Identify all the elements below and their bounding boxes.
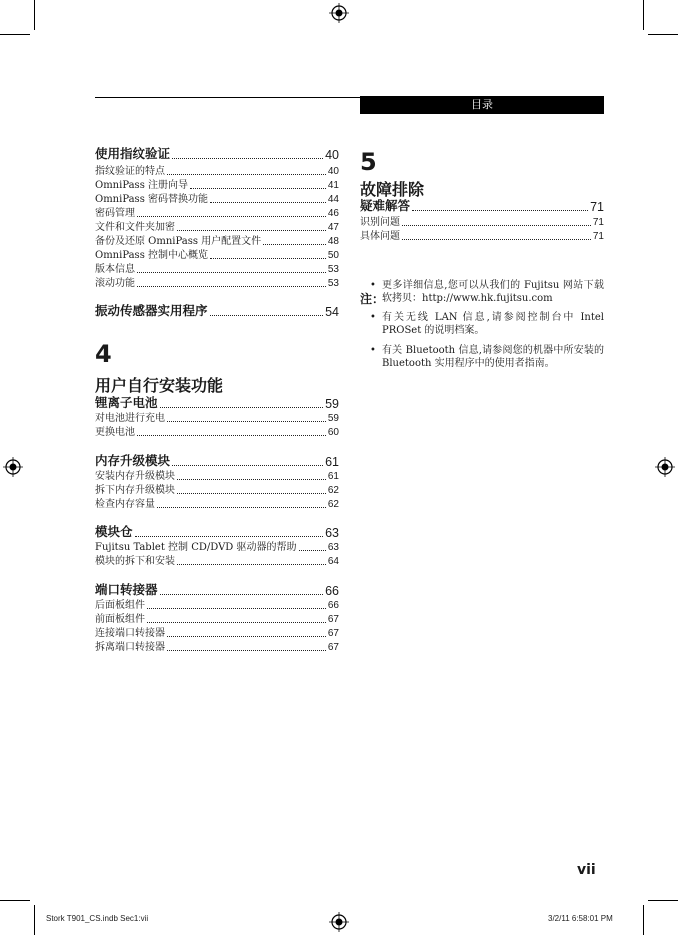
crop-mark <box>0 34 30 35</box>
leader-dots <box>135 535 324 537</box>
toc-label: 文件和文件夹加密 <box>95 222 175 233</box>
footer-timestamp: 3/2/11 6:58:01 PM <box>548 914 613 923</box>
leader-dots <box>147 621 326 623</box>
leader-dots <box>137 285 326 287</box>
toc-label: 内存升级模块 <box>95 453 171 468</box>
toc-label: 识别问题 <box>360 217 400 228</box>
leader-dots <box>137 271 326 273</box>
bullet-icon: • <box>370 312 376 323</box>
leader-dots <box>137 215 326 217</box>
toc-label: 备份及还原 OmniPass 用户配置文件 <box>95 236 262 247</box>
registration-mark-icon <box>655 457 675 477</box>
note-text: 有关 Bluetooth 信息,请参阅您的机器中所安装的 Bluetooth 实用程序中的使用者指南。 <box>382 345 604 369</box>
toc-item[interactable] <box>95 425 339 438</box>
note-item <box>370 344 604 370</box>
leader-dots <box>402 224 591 226</box>
toc-page: 61 <box>325 455 339 469</box>
toc-label: OmniPass 控制中心概览 <box>95 250 209 261</box>
leader-dots <box>167 173 326 175</box>
toc-page: 67 <box>327 628 339 639</box>
toc-page: 71 <box>592 217 604 228</box>
toc-page: 63 <box>325 526 339 540</box>
toc-section[interactable] <box>360 198 604 214</box>
leader-dots <box>137 434 326 436</box>
toc-label: 密码管理 <box>95 208 135 219</box>
toc-label: 前面板组件 <box>95 614 145 625</box>
toc-label: OmniPass 密码替换功能 <box>95 194 209 205</box>
leader-dots <box>402 238 591 240</box>
toc-page: 44 <box>327 194 339 205</box>
toc-page: 53 <box>327 264 339 275</box>
note-item <box>370 279 604 305</box>
leader-dots <box>147 607 326 609</box>
toc-page: 66 <box>327 600 339 611</box>
chapter-title: 故障排除 <box>360 180 425 199</box>
toc-page: 71 <box>590 200 604 214</box>
toc-page: 63 <box>327 542 339 553</box>
crop-mark <box>643 905 644 935</box>
toc-label: 使用指纹验证 <box>95 146 171 161</box>
crop-mark <box>648 34 678 35</box>
chapter-number: 5 <box>360 148 377 176</box>
toc-page: 59 <box>325 397 339 411</box>
toc-page: 50 <box>327 250 339 261</box>
toc-page: 71 <box>592 231 604 242</box>
toc-label: 模块仓 <box>95 524 133 539</box>
toc-page: 47 <box>327 222 339 233</box>
chapter-number: 4 <box>95 340 112 368</box>
toc-label: 指纹验证的特点 <box>95 166 165 177</box>
leader-dots <box>210 257 326 259</box>
toc-page: 59 <box>327 413 339 424</box>
toc-label: 疑难解答 <box>360 198 411 213</box>
toc-item[interactable] <box>360 229 604 242</box>
toc-label: 拆离端口转接器 <box>95 642 165 653</box>
toc-item[interactable] <box>95 640 339 653</box>
leader-dots <box>177 478 326 480</box>
toc-label: 更换电池 <box>95 427 135 438</box>
toc-page: 67 <box>327 614 339 625</box>
leader-dots <box>167 649 326 651</box>
toc-label: 拆下内存升级模块 <box>95 485 175 496</box>
note-text: 有关无线 LAN 信息,请参阅控制台中 Intel PROSet 的说明档案。 <box>382 312 604 336</box>
leader-dots <box>210 314 324 316</box>
note-item <box>370 311 604 337</box>
toc-label: 安装内存升级模块 <box>95 471 175 482</box>
notes-title: 注： <box>360 292 385 306</box>
toc-label: 对电池进行充电 <box>95 413 165 424</box>
crop-mark <box>34 0 35 30</box>
toc-page: 66 <box>325 584 339 598</box>
toc-item[interactable] <box>95 554 339 567</box>
crop-mark <box>648 900 678 901</box>
leader-dots <box>190 187 326 189</box>
bullet-icon: • <box>370 345 376 356</box>
leader-dots <box>263 243 326 245</box>
leader-dots <box>167 420 326 422</box>
leader-dots <box>172 464 323 466</box>
registration-mark-icon <box>329 3 349 23</box>
toc-page: 60 <box>327 427 339 438</box>
crop-mark <box>643 0 644 30</box>
crop-mark <box>34 905 35 935</box>
toc-label: 检查内存容量 <box>95 499 155 510</box>
toc-label: 具体问题 <box>360 231 400 242</box>
leader-dots <box>172 157 323 159</box>
toc-label: 后面板组件 <box>95 600 145 611</box>
leader-dots <box>167 635 326 637</box>
leader-dots <box>157 506 326 508</box>
leader-dots <box>177 492 326 494</box>
leader-dots <box>412 209 588 211</box>
toc-page: 53 <box>327 278 339 289</box>
bullet-icon: • <box>370 280 376 291</box>
toc-section[interactable] <box>95 146 339 162</box>
toc-page: 62 <box>327 499 339 510</box>
toc-label: 锂离子电池 <box>95 395 158 410</box>
leader-dots <box>177 229 326 231</box>
registration-mark-icon <box>3 457 23 477</box>
page-number: vii <box>577 862 596 878</box>
leader-dots <box>160 593 324 595</box>
header-title: 目录 <box>360 96 604 114</box>
registration-mark-icon <box>329 912 349 932</box>
toc-item[interactable] <box>95 497 339 510</box>
leader-dots <box>160 406 324 408</box>
leader-dots <box>210 201 326 203</box>
toc-page: 40 <box>325 148 339 162</box>
footer-file-info: Stork T901_CS.indb Sec1:vii <box>46 914 149 923</box>
toc-page: 40 <box>327 166 339 177</box>
chapter-title: 用户自行安装功能 <box>95 376 224 395</box>
note-text: 更多详细信息,您可以从我们的 Fujitsu 网站下载软拷贝：http://www.hk.fujitsu.com <box>382 280 604 304</box>
toc-label: 版本信息 <box>95 264 135 275</box>
toc-label: 连接端口转接器 <box>95 628 165 639</box>
toc-page: 62 <box>327 485 339 496</box>
toc-label: OmniPass 注册向导 <box>95 180 189 191</box>
toc-label: 模块的拆下和安装 <box>95 556 175 567</box>
toc-item[interactable] <box>95 276 339 289</box>
leader-dots <box>177 563 326 565</box>
leader-dots <box>299 549 326 551</box>
crop-mark <box>0 900 30 901</box>
toc-page: 41 <box>327 180 339 191</box>
toc-page: 67 <box>327 642 339 653</box>
toc-page: 64 <box>327 556 339 567</box>
toc-page: 48 <box>327 236 339 247</box>
toc-section[interactable] <box>95 303 339 319</box>
toc-page: 54 <box>325 305 339 319</box>
toc-label: 滚动功能 <box>95 278 135 289</box>
header-rule <box>95 97 360 98</box>
toc-label: 端口转接器 <box>95 582 158 597</box>
toc-label: 振动传感器实用程序 <box>95 303 208 318</box>
toc-page: 61 <box>327 471 339 482</box>
toc-label: Fujitsu Tablet 控制 CD/DVD 驱动器的帮助 <box>95 542 297 553</box>
toc-page: 46 <box>327 208 339 219</box>
